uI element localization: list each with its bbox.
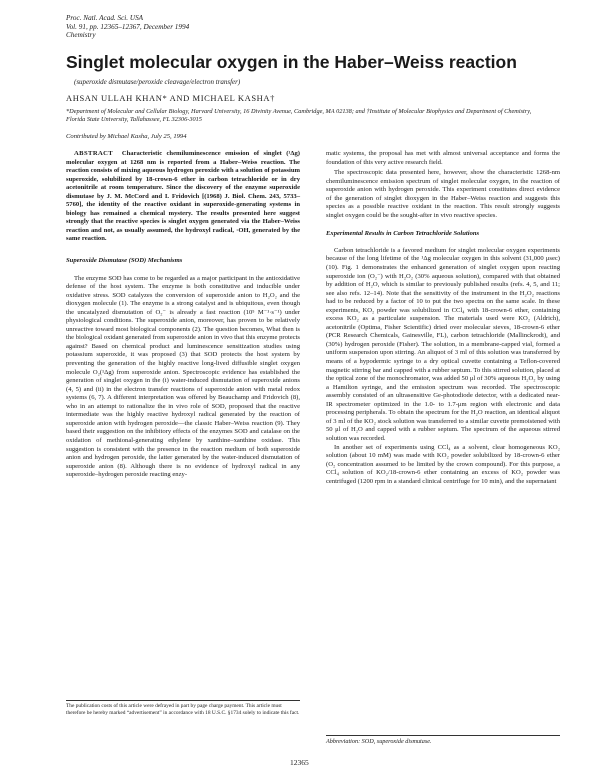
abbreviation-note: Abbreviation: SOD, superoxide dismutase. — [326, 738, 432, 745]
abstract — [66, 150, 300, 244]
journal-volume: Vol. 91, pp. 12365–12367, December 1994 — [66, 22, 190, 31]
journal-header — [66, 14, 189, 40]
paper-title: Singlet molecular oxygen in the Haber–Weiss reaction — [66, 52, 517, 72]
publication-footnote: The publication costs of this article were defrayed in part by page charge payment. This article must therefore be hereby marked “advertisement” in accordance with 18 U.S.C. §1734 solely to indicate this fact. — [66, 703, 300, 716]
left-column — [66, 150, 300, 480]
intro-continuation: matic systems, the proposal has met with almost universal acceptance and forms the foundation of this very active research field. — [326, 150, 560, 166]
abstract-text: Characteristic chemiluminescence emission of singlet (¹Δg) molecular oxygen at 1268 nm is reported from a Haber–Weiss reaction. The reaction consists of mixing aqueous hydrogen peroxide with a solution of potassium superoxide, solubilized by 18-crown-6 ether in carbon tetrachloride or in dry acetonitrile at room temperature. Since the discovery of the enzyme superoxide dismutase by J. M. McCord and I. Fridovich [(1968) J. Biol. Chem. 243, 5733–5760], the identity of the reactive oxidant in superoxide-generating systems in biology has remained a chemical mystery. The results presented here suggest strongly that the reactive species is singlet oxygen generated via the Haber–Weiss reaction and not, as usually assumed, the hydroxyl radical, ·OH, generated by the same reaction. — [66, 150, 300, 243]
right-column — [326, 150, 560, 486]
journal-name: Proc. Natl. Acad. Sci. USA — [66, 14, 144, 22]
author-affiliation: *Department of Molecular and Cellular Biology, Harvard University, 16 Divinity Avenue, Cambridge, MA 02138; and †Institute of Molecular Biophysics and Department of Chemistry, Florida State University, Tallahassee, FL 32306-3015 — [66, 108, 532, 123]
journal-section: Chemistry — [66, 31, 96, 40]
page-number: 12365 — [290, 758, 309, 767]
paper-keywords: (superoxide dismutase/peroxide cleavage/electron transfer) — [74, 78, 241, 86]
results-paragraph-1: Carbon tetrachloride is a favored medium for singlet molecular oxygen experiments because of the long lifetime of the ¹Δg molecular oxygen in this solvent (31,000 μsec) (10). Fig. 1 demonstrates the enhanced generation of singlet oxygen upon reacting superoxide ion (O₂⁻) with H₂O₂ (30% aqueous solution), compared with that obtained by addition of H₂O, which is similar to previously published results (refs. 4, 5, and 11; see also refs. 12–14). Note that the sensitivity of the instrument in the H₂O₂ reactions had to be reduced by a factor of 10 to put the two spectra on the same scale. In these experiments, KO₂ powder was solubilized in CCl₄ with 18-crown-6 ether, containing excess KO₂ as a particulate suspension. The materials used were KO₂ (Aldrich), acetonitrile (Optima, Fisher Scientific) dried over molecular sieves, 18-crown-6 ether (PCR Research Chemicals, Gainesville, FL), carbon tetrachloride (Mallinckrodt), and (30%) hydrogen peroxide (Fisher). The solution, in a membrane-capped vial, formed a uniform suspension upon stirring. An aliquot of 3 ml of this solution was transferred by means of a hypodermic syringe to a dry optical cuvette containing a Teflon-covered magnetic stirring bar and capped with a rubber septum. To this stirred solution, placed at the optical zone of the monochromator, was added 50 μl of 30% aqueous H₂O₂ by using a Hamilton syringe, and the emission spectrum was recorded. The spectroscopic assembly consisted of an ultrasensitive Ge-photodiode detector, with a dedicated near-IR spectrometer optimized in the 1.0- to 1.7-μm region with electronic and data processing peripherals. To obtain the spectrum for the H₂O reaction, an identical aliquot of 3 ml of the KO₂ stock solution was transferred to a similar cuvette premoistened with 50 μl of H₂O and capped with a rubber septum. The spectrum of the aqueous stirred solution was recorded. — [326, 246, 560, 442]
paper-authors: AHSAN ULLAH KHAN* AND MICHAEL KASHA† — [66, 93, 275, 103]
abbreviation-divider — [326, 735, 560, 736]
sod-paragraph: The enzyme SOD has come to be regarded as a major participant in the antioxidative defense of the host system. The enzyme is both constitutive and inducible under oxidative stress. SOD catalyzes the conversion of superoxide anion to H₂O₂ and the dioxygen molecule (1). The enzyme is a strong catalyst and is ubiquitous, even though the uncatalyzed dismutation of O₂⁻ is already a fast reaction (10⁵ M⁻¹·s⁻¹) under physiological conditions. The superoxide anion, moreover, has proven to be relatively unreactive toward most biological components (2). The question becomes, What then is the biological oxidant generated from superoxide anion in vivo that this enzyme protects against? Based on chemical product and luminescence sensitization studies using potassium superoxide, it was proposed (3) that SOD protects the host system by preventing the generation of the highly reactive long-lived diffusible singlet oxygen molecule O₂(¹Δg) from superoxide anion. Spectroscopic evidence has established the generation of singlet oxygen in the (i) water-induced dismutation of superoxide anions (4, 5) and (ii) in the electron transfer reactions of superoxide anion with metal redox systems (6, 7). A different interpretation was offered by Beauchamp and Fridovich (8), who in an attempt to rationalize the in vivo role of SOD, proposed that the reactive intermediate was the highly reactive hydroxyl radical generated by the reaction of superoxide anion with hydrogen peroxide—the classic Haber–Weiss reaction (9). They based their suggestion on the inhibitory effects of the enzymes SOD and catalase on the oxidation of methional-generating ethylene by xanthine–xanthine oxidase. This suggestion is consistent with the presence in the reaction medium of both superoxide anion and hydrogen peroxide, the latter generated by the water-induced dismutation of superoxide anion (8). Although there is no evidence of hydroxyl radical in any superoxide–hydrogen peroxide reacting enzy- — [66, 274, 300, 479]
results-paragraph-2: In another set of experiments using CCl₄ as a solvent, clear homogeneous KO₂ solution (about 10 mM) was made with KO₂ powder solubilized by 18-crown-6 ether (O₂ concentration assumed to be limited by the crown compound). For this purpose, a CCl₄ solution of KO₂/18-crown-6 ether containing an excess of KO₂ powder was centrifuged (1200 rpm in a standard clinical centrifuge for 10 min), and the supernatant — [326, 443, 560, 485]
section-heading-results: Experimental Results in Carbon Tetrachloride Solutions — [326, 230, 480, 238]
footnote-divider — [66, 700, 300, 701]
contributed-by: Contributed by Michael Kasha, July 25, 1994 — [66, 133, 187, 140]
intro-paragraph: The spectroscopic data presented here, however, show the characteristic 1268-nm chemiluminescence emission spectrum of singlet molecular oxygen, in the reaction of superoxide anion with hydrogen peroxide. This experiment constitutes direct evidence of the generation of singlet dioxygen in the Haber–Weiss reaction and suggests this species as a possible reactive oxidant in the reaction. This result strongly suggests singlet oxygen could be the sought-after in vivo reactive species. — [326, 169, 560, 219]
abstract-label: ABSTRACT — [74, 150, 114, 157]
section-heading-sod: Superoxide Dismutase (SOD) Mechanisms — [66, 257, 183, 265]
